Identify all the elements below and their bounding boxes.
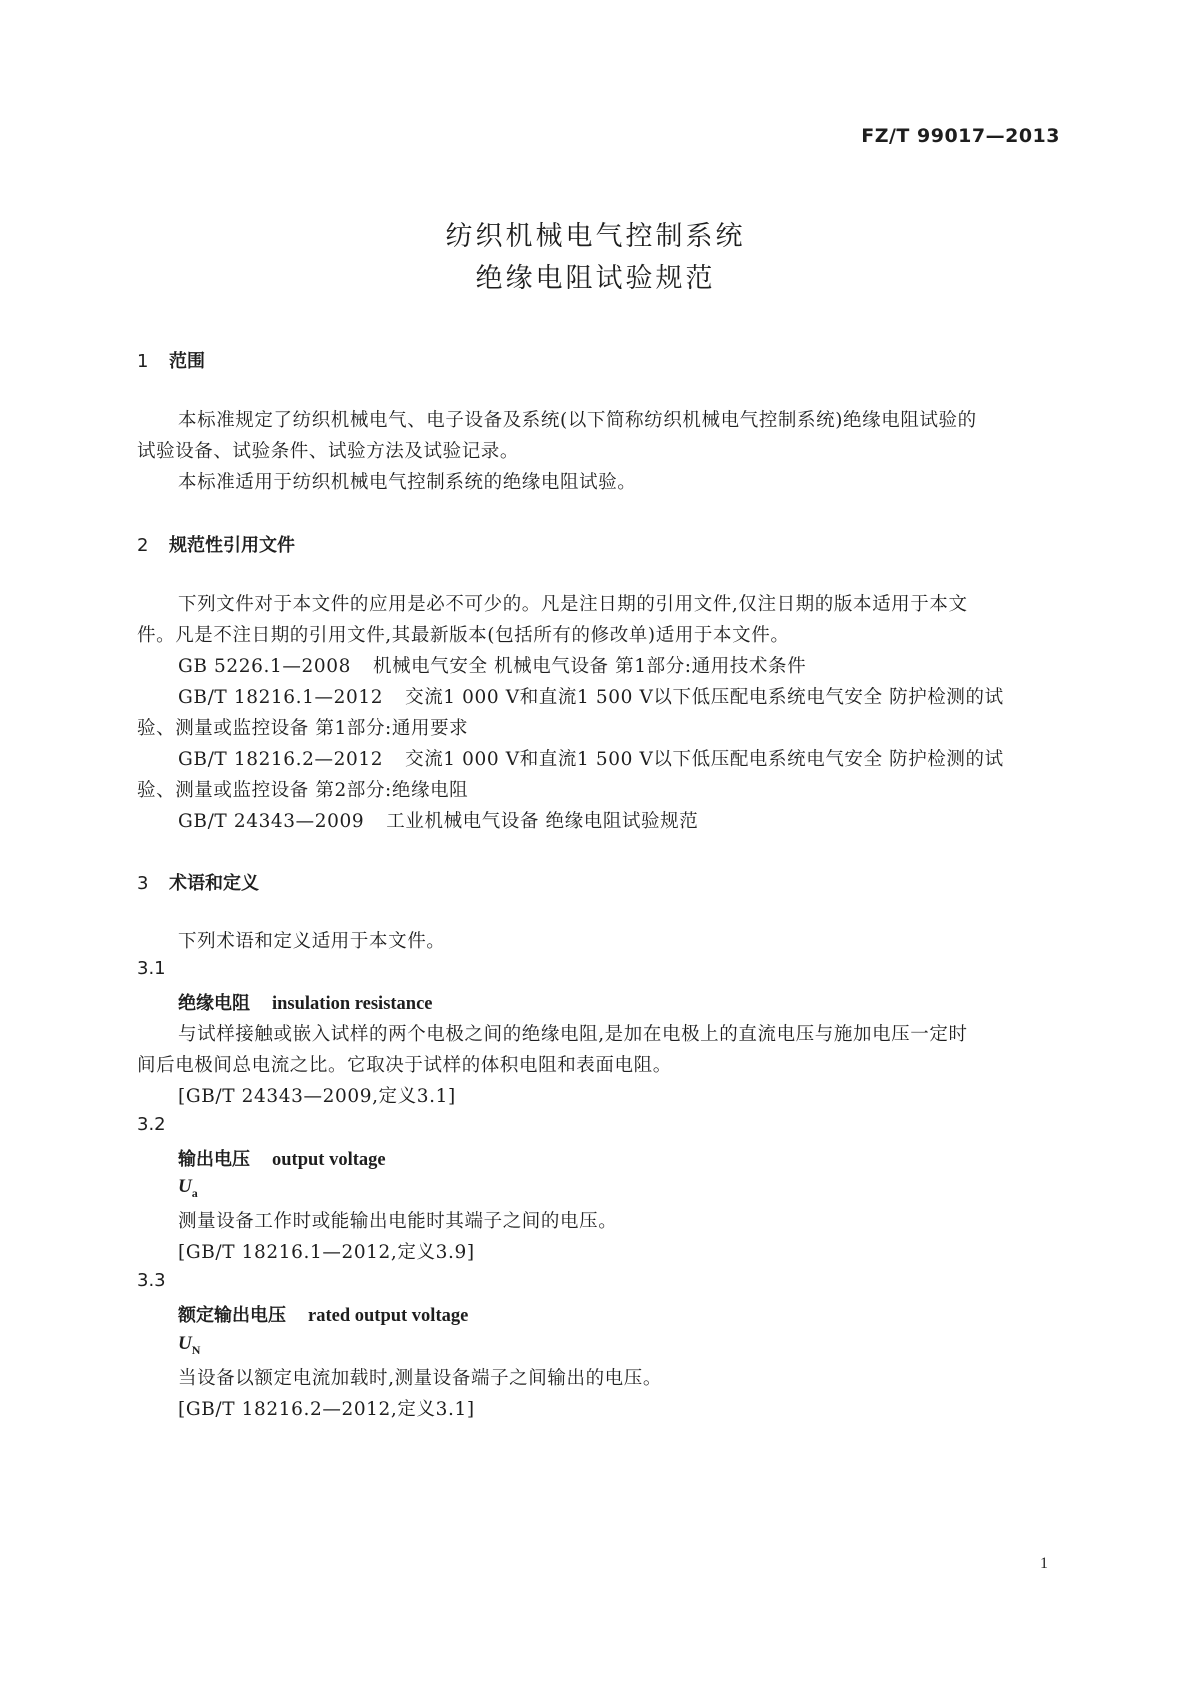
term-definition: 测量设备工作时或能输出电能时其端子之间的电压。 <box>178 1211 618 1232</box>
term-symbol <box>178 1333 200 1358</box>
term-definition: 与试样接触或嵌入试样的两个电极之间的绝缘电阻,是加在电极上的直流电压与施加电压一定时 <box>178 1024 968 1045</box>
paragraph-line: 下列文件对于本文件的应用是必不可少的。凡是注日期的引用文件,仅注日期的版本适用于本文 <box>178 594 968 615</box>
term-name-en: output voltage <box>272 1150 386 1170</box>
reference-continuation: 验、测量或监控设备 第2部分:绝缘电阻 <box>137 780 469 801</box>
reference-item <box>178 807 698 833</box>
symbol-letter: U <box>178 1333 192 1354</box>
term-name <box>178 1301 468 1327</box>
paragraph-line: 件。凡是不注日期的引用文件,其最新版本(包括所有的修改单)适用于本文件。 <box>137 625 790 646</box>
symbol-subscript: N <box>191 1342 201 1357</box>
section-1-heading <box>137 347 205 373</box>
term-number: 3.2 <box>137 1114 166 1135</box>
document-title-line2: 绝缘电阻试验规范 <box>475 263 716 294</box>
paragraph-line: 试验设备、试验条件、试验方法及试验记录。 <box>137 441 520 462</box>
section-3-heading <box>137 869 259 895</box>
reference-title: 工业机械电气设备 绝缘电阻试验规范 <box>386 811 699 832</box>
reference-code: GB/T 18216.2—2012 <box>178 749 384 770</box>
symbol-subscript: a <box>191 1185 198 1200</box>
section-number: 3 <box>137 873 149 894</box>
term-name-en: rated output voltage <box>308 1306 469 1326</box>
paragraph-line: 本标准规定了纺织机械电气、电子设备及系统(以下简称纺织机械电气控制系统)绝缘电阻试验的 <box>178 410 977 431</box>
term-source: [GB/T 18216.2—2012,定义3.1] <box>178 1399 475 1420</box>
reference-title: 机械电气安全 机械电气设备 第1部分:通用技术条件 <box>372 656 807 677</box>
reference-item <box>178 745 1004 771</box>
term-name-en: insulation resistance <box>272 994 433 1014</box>
term-source: [GB/T 24343—2009,定义3.1] <box>178 1086 456 1107</box>
term-name <box>178 1145 386 1171</box>
section-title: 范围 <box>169 351 205 372</box>
reference-title: 交流1 000 V和直流1 500 V以下低压配电系统电气安全 防护检测的试 <box>405 687 1004 708</box>
term-symbol <box>178 1176 198 1201</box>
paragraph-line: 下列术语和定义适用于本文件。 <box>178 931 446 952</box>
reference-code: GB 5226.1—2008 <box>178 656 351 677</box>
term-number: 3.1 <box>137 958 166 979</box>
reference-code: GB/T 18216.1—2012 <box>178 687 384 708</box>
symbol-letter: U <box>178 1176 192 1197</box>
term-name-zh: 额定输出电压 <box>178 1305 286 1326</box>
reference-item <box>178 683 1004 709</box>
section-title: 术语和定义 <box>169 873 259 894</box>
term-source: [GB/T 18216.1—2012,定义3.9] <box>178 1242 475 1263</box>
term-name <box>178 989 433 1015</box>
paragraph-line: 本标准适用于纺织机械电气控制系统的绝缘电阻试验。 <box>178 472 637 493</box>
term-name-zh: 绝缘电阻 <box>178 993 250 1014</box>
reference-item <box>178 652 806 678</box>
reference-code: GB/T 24343—2009 <box>178 811 365 832</box>
reference-title: 交流1 000 V和直流1 500 V以下低压配电系统电气安全 防护检测的试 <box>405 749 1004 770</box>
document-title-line1: 纺织机械电气控制系统 <box>445 221 746 252</box>
section-number: 1 <box>137 351 149 372</box>
term-definition: 当设备以额定电流加载时,测量设备端子之间输出的电压。 <box>178 1368 662 1389</box>
page-number: 1 <box>1040 1555 1048 1572</box>
reference-continuation: 验、测量或监控设备 第1部分:通用要求 <box>137 718 469 739</box>
standard-code: FZ/T 99017—2013 <box>861 125 1060 147</box>
section-2-heading <box>137 531 295 557</box>
term-definition: 间后电极间总电流之比。它取决于试样的体积电阻和表面电阻。 <box>137 1055 672 1076</box>
section-title: 规范性引用文件 <box>169 535 295 556</box>
section-number: 2 <box>137 535 149 556</box>
term-name-zh: 输出电压 <box>178 1149 250 1170</box>
term-number: 3.3 <box>137 1270 166 1291</box>
